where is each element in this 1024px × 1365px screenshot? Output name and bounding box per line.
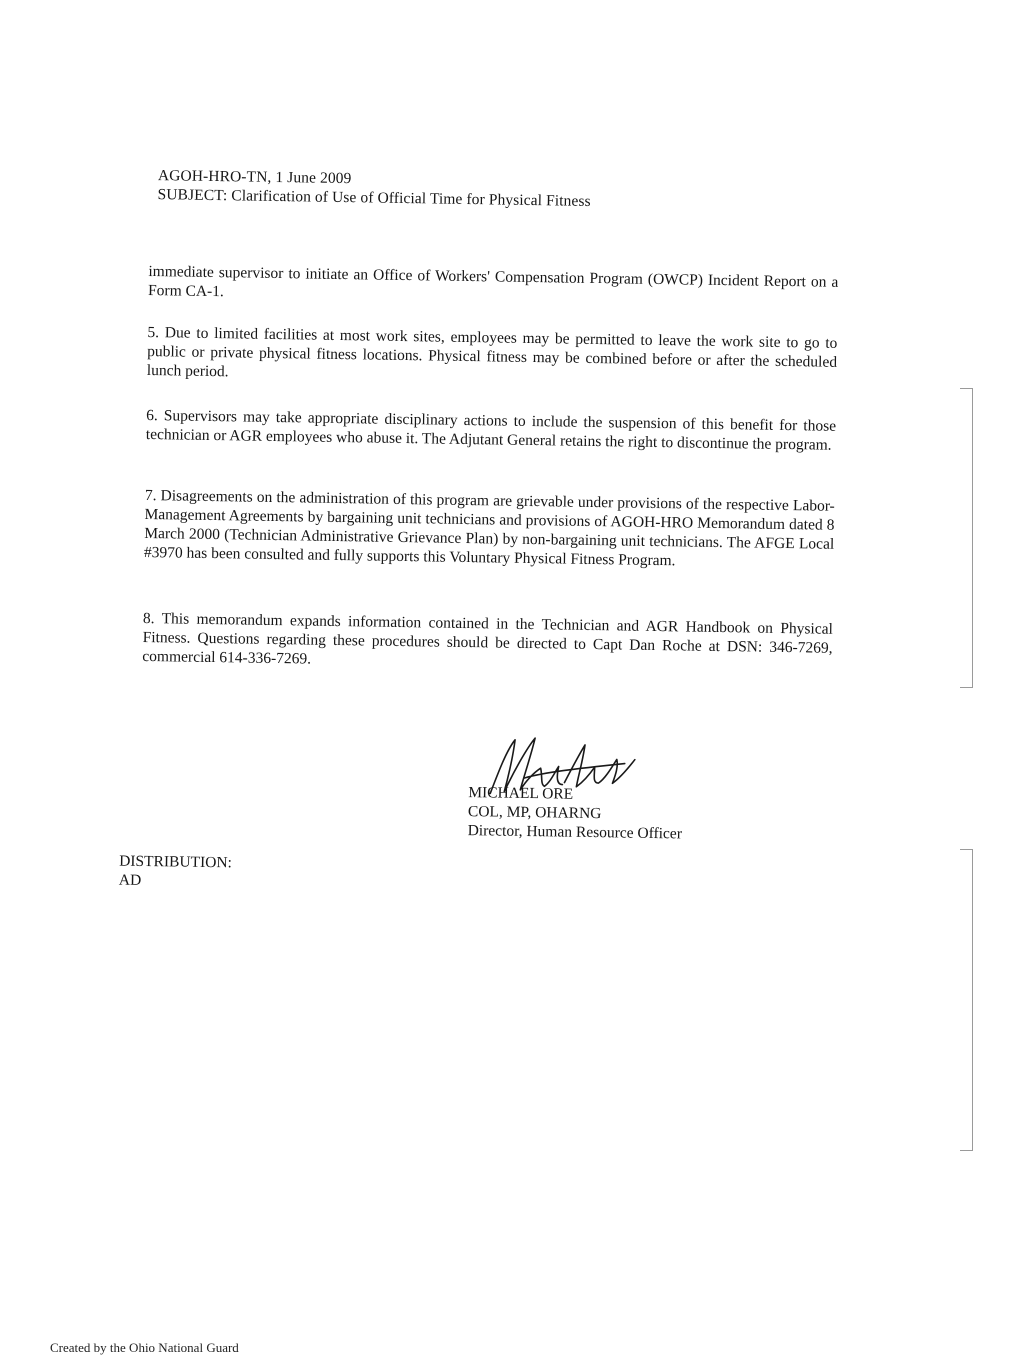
paragraph-8: 8. This memorandum expands information contained in the Technician and AGR Handbook on Physical Fitness. Questions regarding these procedures should be directed to Capt Dan Roche at DSN: 346-7269, commercial 614-336-7269. xyxy=(142,609,834,668)
memo-header xyxy=(157,166,758,213)
distribution-block xyxy=(119,852,420,895)
signer-title: Director, Human Resource Officer xyxy=(467,822,683,843)
paragraph-6: 6. Supervisors may take appropriate disciplinary actions to include the suspension of this benefit for those technician or AGR employees who abuse it. The Adjutant General retains the right to discontinue the program. xyxy=(145,406,837,454)
distribution-value: AD xyxy=(118,871,142,889)
margin-bracket xyxy=(960,388,973,688)
subject-line: SUBJECT: Clarification of Use of Official Time for Physical Fitness xyxy=(157,186,591,210)
margin-bracket xyxy=(960,849,973,1151)
paragraph-7: 7. Disagreements on the administration of this program are grievable under provisions of the respective Labor-Management Agreements by bargaining unit technicians and provisions of AGOH-HRO Memorandum dated 8 March 2000 (Technician Administrative Grievance Plan) by non-bargaining unit technicians. The AFGE Local #3970 has been consulted and fully supports this Voluntary Physical Fitness Program. xyxy=(143,486,835,569)
office-reference-line: AGOH-HRO-TN, 1 June 2009 xyxy=(157,167,352,188)
signer-rank: COL, MP, OHARNG xyxy=(467,803,602,823)
footer-credit: Created by the Ohio National Guard xyxy=(50,1340,239,1355)
paragraph-5: 5. Due to limited facilities at most work sites, employees may be permitted to leave the work site to go to public or private physical fitness locations. Physical fitness may be combined before or after the scheduled lunch period. xyxy=(146,323,838,380)
signature-block xyxy=(468,783,769,845)
signer-name: MICHAEL ORE xyxy=(468,784,574,803)
distribution-label: DISTRIBUTION: xyxy=(119,852,233,872)
paragraph-4-continued: immediate supervisor to initiate an Office of Workers' Compensation Program (OWCP) Incident Report on a Form CA-1. xyxy=(147,262,839,300)
